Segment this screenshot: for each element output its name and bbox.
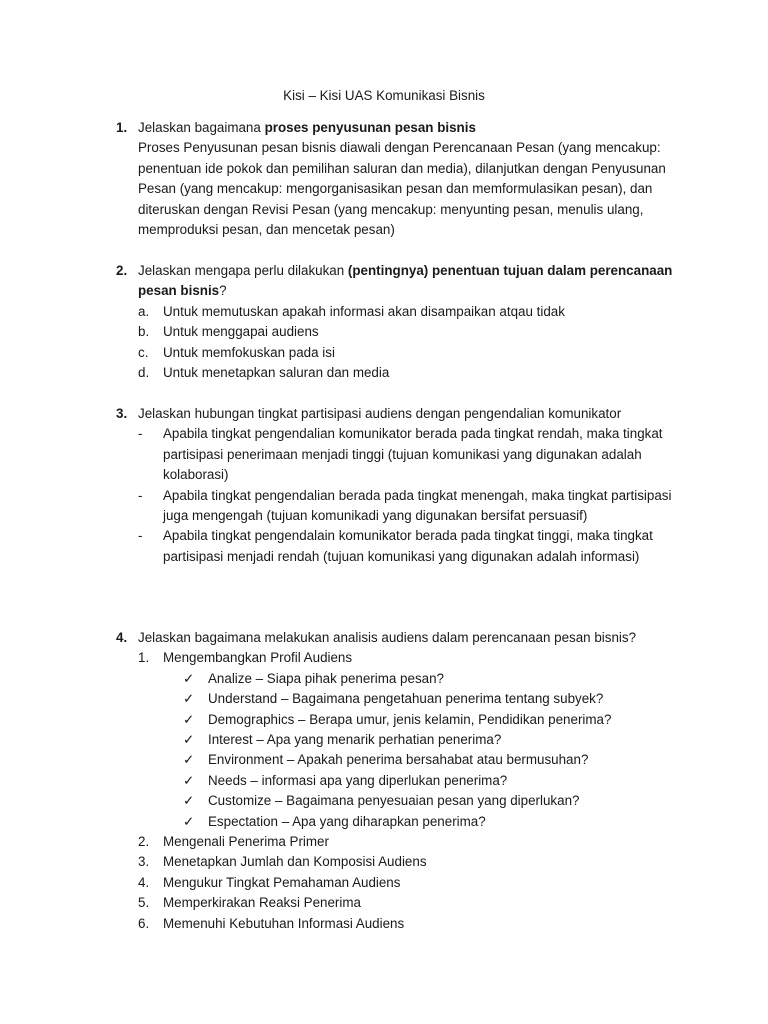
checklist-item: ✓ Environment – Apakah penerima bersahabat atau bermusuhan? xyxy=(183,750,676,770)
numbered-step: 2. Mengenali Penerima Primer xyxy=(138,834,329,850)
checklist-item: ✓ Demographics – Berapa umur, jenis kelamin, Pendidikan penerima? xyxy=(183,710,676,730)
checkmark-icon: ✓ xyxy=(183,670,195,686)
checkmark-icon: ✓ xyxy=(183,732,195,748)
list-item: a. Untuk memutuskan apakah informasi akan disampaikan atqau tidak xyxy=(138,303,565,319)
page-title: Kisi – Kisi UAS Komunikasi Bisnis xyxy=(283,88,485,103)
question-1 xyxy=(116,118,676,240)
list-item: - Apabila tingkat pengendalian komunikator berada pada tingkat rendah, maka tingkat partisipasi penerimaan menjadi tinggi (tujuan komunikasi yang digunakan adalah kolaborasi) xyxy=(138,426,663,483)
numbered-step: 5. Memperkirakan Reaksi Penerima xyxy=(138,895,361,911)
list-item: d. Untuk menetapkan saluran dan media xyxy=(138,365,390,381)
checkmark-icon: ✓ xyxy=(183,711,195,727)
numbered-step: 6. Memenuhi Kebutuhan Informasi Audiens xyxy=(138,915,405,931)
question-3 xyxy=(116,404,676,567)
checklist-item: ✓ Needs – informasi apa yang diperlukan penerima? xyxy=(183,771,676,791)
checkmark-icon: ✓ xyxy=(183,793,195,809)
numbered-step: 1. Mengembangkan Profil Audiens xyxy=(138,650,353,666)
checkmark-icon: ✓ xyxy=(183,752,195,768)
checklist-item: ✓ Understand – Bagaimana pengetahuan penerima tentang subyek? xyxy=(183,689,676,709)
question-number: 2. xyxy=(116,263,128,278)
question-prompt: Jelaskan bagaimana proses penyusunan pesan bisnis xyxy=(138,120,476,135)
checklist-item: ✓ Interest – Apa yang menarik perhatian penerima? xyxy=(183,730,676,750)
question-prompt: Jelaskan bagaimana melakukan analisis audiens dalam perencanaan pesan bisnis? xyxy=(138,630,637,645)
numbered-step: 4. Mengukur Tingkat Pemahaman Audiens xyxy=(138,874,401,890)
question-prompt: Jelaskan hubungan tingkat partisipasi audiens dengan pengendalian komunikator xyxy=(138,406,622,421)
checklist-item: ✓ Espectation – Apa yang diharapkan penerima? xyxy=(183,812,676,832)
numbered-step: 3. Menetapkan Jumlah dan Komposisi Audiens xyxy=(138,854,427,870)
question-prompt: Jelaskan mengapa perlu dilakukan (pentingnya) penentuan tujuan dalam perencanaan pesan bisnis? xyxy=(138,263,673,299)
question-4 xyxy=(116,628,676,934)
answer-paragraph: Proses Penyusunan pesan bisnis diawali dengan Perencanaan Pesan (yang mencakup: penentuan ide pokok dan pemilihan saluran dan media), dilanjutkan dengan Penyusunan Pesan (yang mencakup: mengorganisasikan pesan dan memformulasikan pesan), dan diteruskan dengan Revisi Pesan (yang mencakup: menyunting pesan, menulis ulang, memproduksi pesan, dan mencetak pesan) xyxy=(138,140,666,238)
question-number: 1. xyxy=(116,120,128,135)
checkmark-icon: ✓ xyxy=(183,813,195,829)
list-item: c. Untuk memfokuskan pada isi xyxy=(138,344,335,360)
list-item: - Apabila tingkat pengendalain komunikator berada pada tingkat tinggi, maka tingkat partisipasi menjadi rendah (tujuan komunikasi yang digunakan adalah informasi) xyxy=(138,528,653,564)
checklist-item: ✓ Customize – Bagaimana penyesuaian pesan yang diperlukan? xyxy=(183,791,676,811)
list-item: b. Untuk menggapai audiens xyxy=(138,324,319,340)
question-number: 4. xyxy=(116,630,128,645)
question-number: 3. xyxy=(116,406,128,421)
checklist-item: ✓ Analize – Siapa pihak penerima pesan? xyxy=(183,669,676,689)
checkmark-icon: ✓ xyxy=(183,772,195,788)
question-2 xyxy=(116,261,676,383)
checkmark-icon: ✓ xyxy=(183,691,195,707)
list-item: - Apabila tingkat pengendalian berada pada tingkat menengah, maka tingkat partisipasi juga mengengah (tujuan komunikadi yang digunakan bersifat persuasif) xyxy=(138,487,672,524)
